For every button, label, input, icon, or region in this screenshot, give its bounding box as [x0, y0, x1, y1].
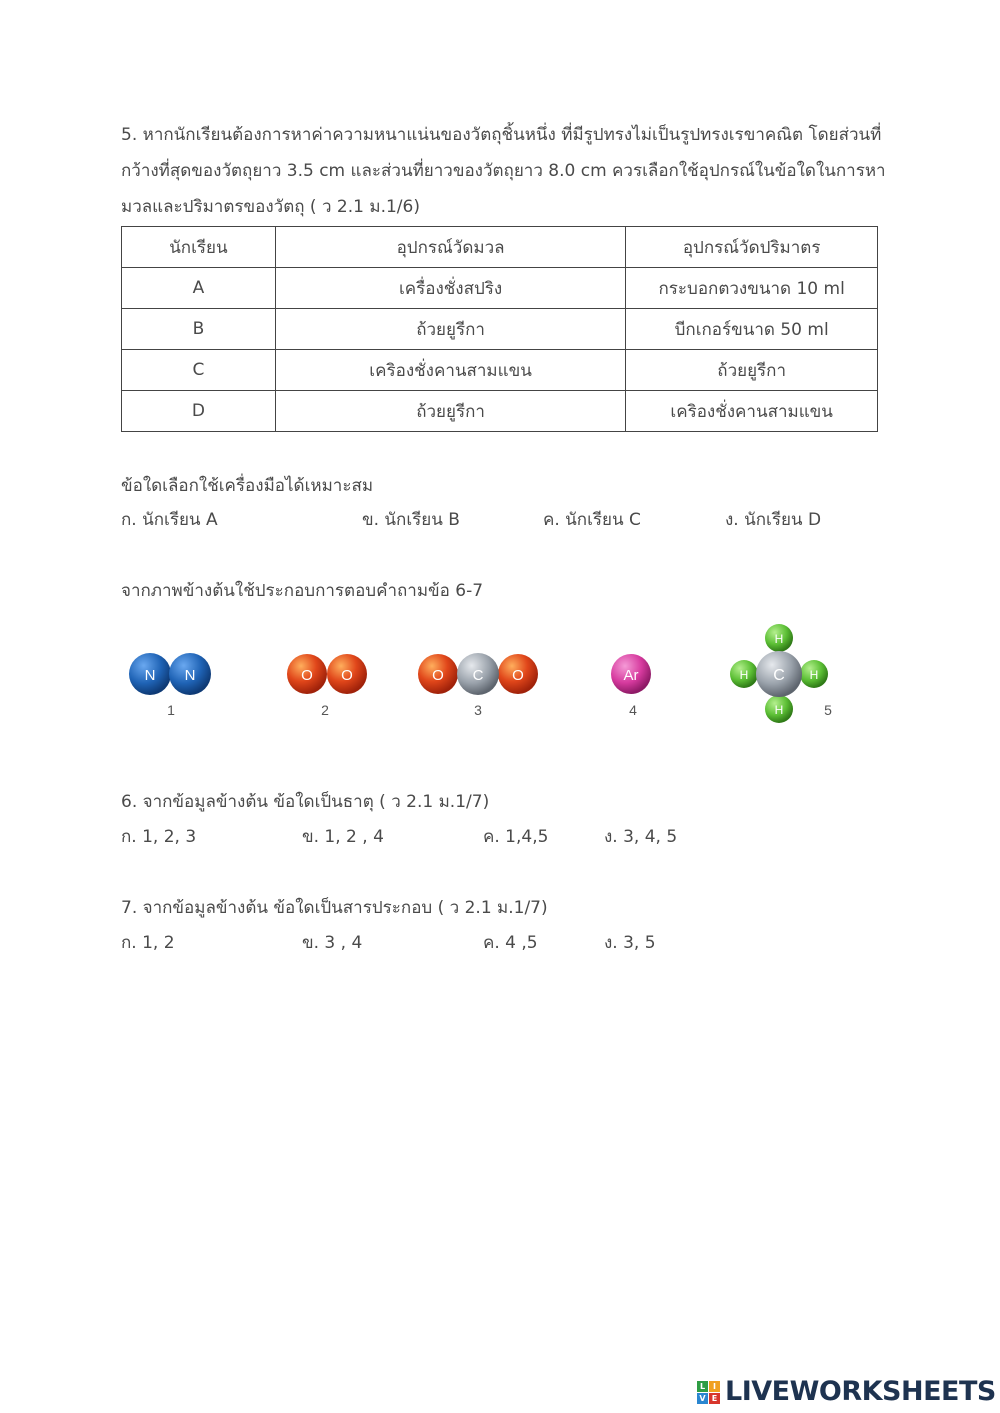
- cell-mass-tool: เครื่องชั่งสปริง: [275, 268, 625, 309]
- molecule-number: 4: [629, 702, 637, 718]
- q5-text-line-2: กว้างที่สุดของวัตถุยาว 3.5 cm และส่วนที่ยาวของวัตถุยาว 8.0 cm ควรเลือกใช้อุปกรณ์ในข้อใดในการหา: [121, 161, 886, 181]
- q6-option-d[interactable]: ง. 3, 4, 5: [604, 827, 678, 847]
- cell-volume-tool: กระบอกตวงขนาด 10 ml: [626, 268, 878, 309]
- header-mass-tool: อุปกรณ์วัดมวล: [275, 227, 625, 268]
- q6-option-b[interactable]: ข. 1, 2 , 4: [302, 827, 384, 847]
- table-row: [122, 309, 878, 350]
- atom-label: C: [773, 667, 785, 684]
- molecule-5: [730, 624, 832, 723]
- molecule-number: 2: [321, 702, 329, 718]
- figure-intro: จากภาพข้างต้นใช้ประกอบการตอบคำถามข้อ 6-7: [121, 581, 484, 601]
- q5-option-d[interactable]: ง. นักเรียน D: [725, 510, 822, 530]
- atom-label: C: [472, 667, 484, 684]
- molecule-figure: [0, 610, 1000, 740]
- cell-student: C: [122, 350, 276, 391]
- atom-label: O: [512, 667, 524, 684]
- table-row: [122, 391, 878, 432]
- atom-label: N: [144, 667, 156, 684]
- q7-option-d[interactable]: ง. 3, 5: [604, 933, 656, 953]
- q6-question: 6. จากข้อมูลข้างต้น ข้อใดเป็นธาตุ ( ว 2.1 ม.1/7): [121, 792, 490, 812]
- cell-student: B: [122, 309, 276, 350]
- table-header-row: [122, 227, 878, 268]
- q5-question: ข้อใดเลือกใช้เครื่องมือได้เหมาะสม: [121, 476, 374, 496]
- atom-label: H: [774, 632, 784, 646]
- cell-volume-tool: บีกเกอร์ขนาด 50 ml: [626, 309, 878, 350]
- logo-box-e: E: [709, 1393, 720, 1404]
- cell-student: A: [122, 268, 276, 309]
- logo-text: LIVEWORKSHEETS: [725, 1376, 996, 1407]
- cell-volume-tool: ถ้วยยูรีกา: [626, 350, 878, 391]
- molecule-4: [611, 654, 651, 718]
- molecule-3: [418, 653, 538, 718]
- atom-label: O: [301, 667, 313, 684]
- table-row: [122, 350, 878, 391]
- atom-label: H: [739, 668, 749, 682]
- atom-label: O: [341, 667, 353, 684]
- cell-volume-tool: เคริองชั่งคานสามแขน: [626, 391, 878, 432]
- header-volume-tool: อุปกรณ์วัดปริมาตร: [626, 227, 878, 268]
- cell-mass-tool: เคริองชั่งคานสามแขน: [275, 350, 625, 391]
- q5-option-a[interactable]: ก. นักเรียน A: [121, 510, 218, 530]
- q7-question: 7. จากข้อมูลข้างต้น ข้อใดเป็นสารประกอบ ( ว 2.1 ม.1/7): [121, 898, 548, 918]
- atom-label: H: [774, 703, 784, 717]
- molecule-2: [287, 654, 367, 718]
- q5-option-c[interactable]: ค. นักเรียน C: [543, 510, 641, 530]
- logo-box-l: L: [697, 1381, 708, 1392]
- molecule-number: 3: [474, 702, 482, 718]
- logo-box-v: V: [697, 1393, 708, 1404]
- cell-mass-tool: ถ้วยยูรีกา: [275, 391, 625, 432]
- q7-option-c[interactable]: ค. 4 ,5: [483, 933, 538, 953]
- atom-label: Ar: [623, 667, 639, 684]
- atom-label: H: [809, 668, 819, 682]
- atom-label: O: [432, 667, 444, 684]
- molecule-1: [129, 653, 211, 718]
- cell-mass-tool: ถ้วยยูรีกา: [275, 309, 625, 350]
- atom-label: N: [184, 667, 196, 684]
- cell-student: D: [122, 391, 276, 432]
- q6-option-a[interactable]: ก. 1, 2, 3: [121, 827, 197, 847]
- molecule-number: 1: [167, 702, 175, 718]
- q7-option-b[interactable]: ข. 3 , 4: [302, 933, 363, 953]
- q5-text-line-3: มวลและปริมาตรของวัตถุ ( ว 2.1 ม.1/6): [121, 197, 420, 217]
- q6-option-c[interactable]: ค. 1,4,5: [483, 827, 549, 847]
- molecule-number: 5: [824, 702, 832, 718]
- q5-text-line-1: 5. หากนักเรียนต้องการหาค่าความหนาแน่นของวัตถุชิ้นหนึ่ง ที่มีรูปทรงไม่เป็นรูปทรงเรขาคณิต โดยส่วนที่: [121, 125, 882, 145]
- table-row: [122, 268, 878, 309]
- q5-option-b[interactable]: ข. นักเรียน B: [362, 510, 460, 530]
- q7-option-a[interactable]: ก. 1, 2: [121, 933, 175, 953]
- q5-equipment-table: [121, 226, 878, 432]
- header-student: นักเรียน: [122, 227, 276, 268]
- logo-box-i: I: [709, 1381, 720, 1392]
